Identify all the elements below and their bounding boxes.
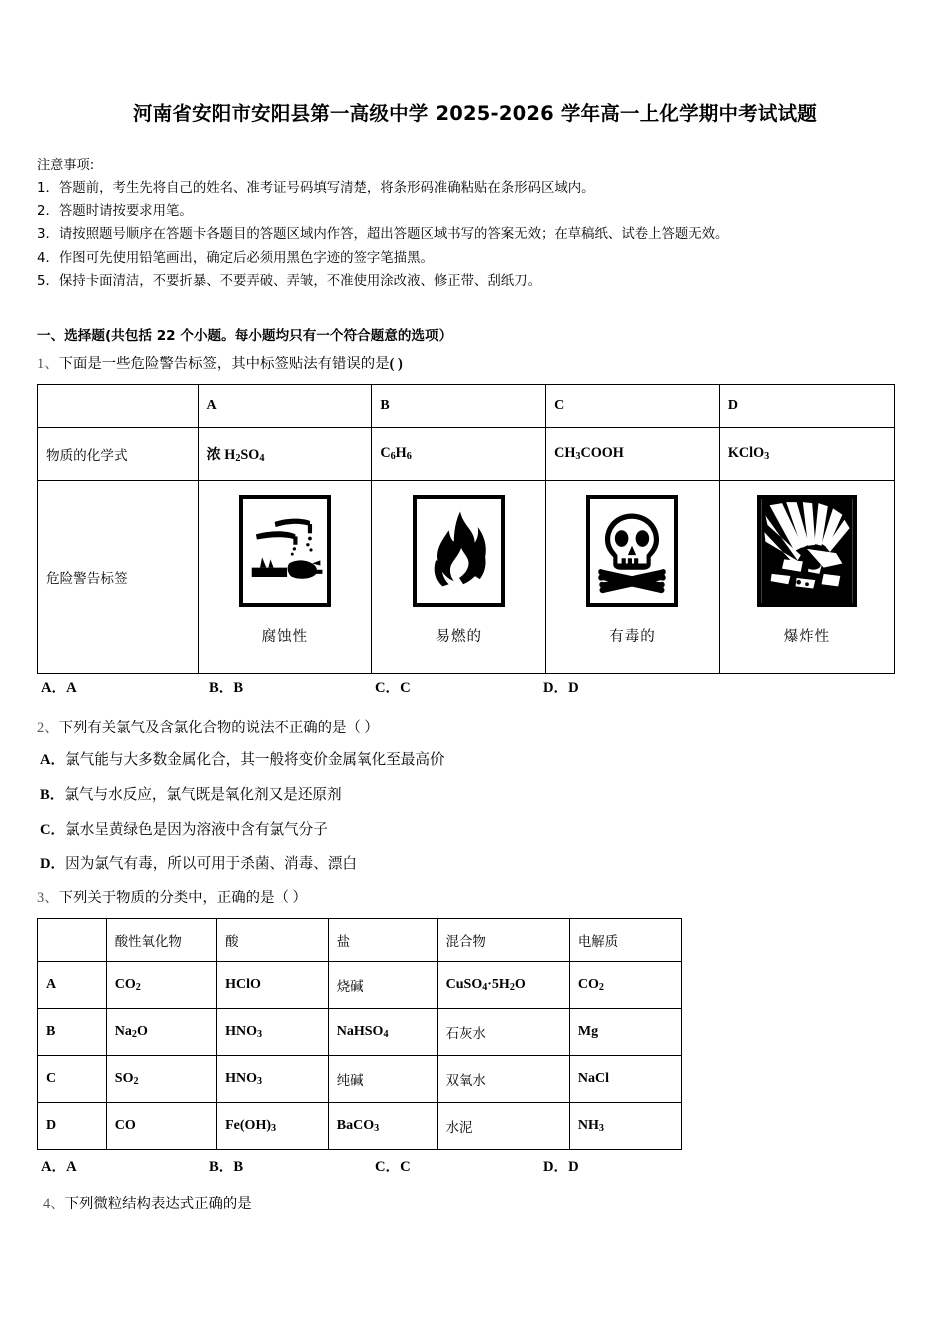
answer-option-a[interactable]: A．A (41, 680, 77, 696)
class-row-label: B (38, 1009, 107, 1056)
q2-option-b[interactable] (40, 783, 342, 804)
hazard-row-label-formula: 物质的化学式 (38, 428, 199, 481)
hazard-header-a: A (198, 385, 372, 428)
question-2-number: 2、 (37, 720, 59, 736)
notice-item: 5．保持卡面清洁，不要折暴、不要弄破、弄皱，不准使用涂改液、修正带、刮纸刀。 (37, 273, 541, 289)
section-heading: 一、选择题(共包括 22 个小题。每小题均只有一个符合题意的选项） (37, 328, 453, 344)
icon-caption-toxic: 有毒的 (609, 629, 656, 645)
corrosive-icon (239, 495, 331, 607)
class-cell: 纯碱 (328, 1056, 437, 1103)
table-row (38, 1009, 682, 1056)
formula-cell-b: $C_6H_6$ (372, 428, 546, 481)
formula-cell-d: KClO$_3$ (719, 428, 894, 481)
class-cell: HClO (217, 962, 329, 1009)
q2-option-a-label: A． (40, 752, 66, 768)
class-cell: 烧碱 (328, 962, 437, 1009)
q2-option-a-text: 氯气能与大多数金属化合，其一般将变价金属氧化至最高价 (65, 752, 445, 768)
question-3-text: 下列关于物质的分类中，正确的是（ ） (58, 890, 307, 906)
class-header-salt: 盐 (328, 919, 437, 962)
table-row (38, 481, 895, 674)
q2-option-b-text: 氯气与水反应，氯气既是氧化剂又是还原剂 (64, 787, 342, 803)
answer-option-d[interactable]: D．D (543, 680, 579, 696)
table-row (38, 919, 682, 962)
icon-caption-explosive: 爆炸性 (783, 629, 831, 645)
answer-option-c[interactable]: C．C (375, 680, 411, 696)
class-header-acid: 酸 (217, 919, 329, 962)
hazard-header-b: B (372, 385, 546, 428)
table-row (38, 962, 682, 1009)
table-row (38, 428, 895, 481)
q2-option-c-text: 氯水呈黄绿色是因为溶液中含有氯气分子 (65, 822, 328, 838)
question-1-paren: ( ) (389, 356, 403, 372)
answer-option-a[interactable]: A．A (41, 1159, 77, 1175)
icon-caption-corrosive: 腐蚀性 (261, 629, 309, 645)
q2-option-a[interactable] (40, 748, 445, 769)
class-cell: $HNO_3$ (217, 1009, 329, 1056)
toxic-icon (586, 495, 678, 607)
icon-caption-flammable: 易燃的 (435, 629, 482, 645)
notice-item: 2．答题时请按要求用笔。 (37, 204, 193, 220)
q2-option-b-label: B． (40, 787, 65, 803)
class-cell: NaCl (569, 1056, 681, 1103)
class-cell: $Na_2O$ (106, 1009, 216, 1056)
class-cell: $HNO_3$ (217, 1056, 329, 1103)
notice-heading: 注意事项: (37, 158, 95, 173)
answer-option-c[interactable]: C．C (375, 1159, 411, 1175)
answer-row-q1 (37, 676, 927, 698)
class-header-acidic-oxide: 酸性氧化物 (106, 919, 216, 962)
question-3-number: 3、 (37, 890, 59, 906)
hazard-header-c: C (546, 385, 720, 428)
class-row-label: A (38, 962, 107, 1009)
class-cell: Mg (569, 1009, 681, 1056)
q2-option-d-text: 因为氯气有毒，所以可用于杀菌、消毒、漂白 (65, 856, 358, 872)
class-cell: $Fe(OH)_3$ (217, 1103, 329, 1150)
class-cell: $CuSO_4\cdot 5H_2O$ (437, 962, 569, 1009)
answer-option-b[interactable]: B．B (209, 1159, 244, 1175)
flammable-icon (413, 495, 505, 607)
class-cell: BaCO$_3$ (328, 1103, 437, 1150)
hazard-cell-c (546, 481, 720, 674)
class-header-blank (38, 919, 107, 962)
class-cell: CO (106, 1103, 216, 1150)
table-row (38, 1103, 682, 1150)
classification-table (37, 918, 682, 1150)
question-3-stem (37, 886, 307, 907)
question-2-text: 下列有关氯气及含氯化合物的说法不正确的是（ ） (58, 720, 379, 736)
hazard-cell-a (198, 481, 372, 674)
q2-option-d[interactable] (40, 852, 357, 873)
notice-block (37, 155, 927, 293)
class-row-label: D (38, 1103, 107, 1150)
class-header-electrolyte: 电解质 (569, 919, 681, 962)
answer-option-d[interactable]: D．D (543, 1159, 579, 1175)
class-cell: $SO_2$ (106, 1056, 216, 1103)
class-row-label: C (38, 1056, 107, 1103)
page-title: 河南省安阳市安阳县第一高级中学 2025-2026 学年高一上化学期中考试试题 (132, 102, 818, 125)
answer-row-q3 (37, 1155, 927, 1177)
q2-option-c[interactable] (40, 818, 328, 839)
formula-cell-a: 浓 $H_2SO_4$ (198, 428, 372, 481)
hazard-header-blank (38, 385, 199, 428)
class-cell: 水泥 (437, 1103, 569, 1150)
notice-item: 1．答题前，考生先将自己的姓名、准考证号码填写清楚，将条形码准确粘贴在条形码区域内。 (37, 181, 595, 196)
hazard-cell-d (719, 481, 894, 674)
hazard-label-table (37, 384, 895, 674)
formula-cell-c: $CH_3COOH$ (546, 428, 720, 481)
answer-option-b[interactable]: B．B (209, 680, 244, 696)
notice-item: 4．作图可先使用铅笔画出，确定后必须用黑色字迹的签字笔描黑。 (37, 250, 434, 266)
class-cell: NaHSO$_4$ (328, 1009, 437, 1056)
table-row (38, 385, 895, 428)
class-cell: $NH_3$ (569, 1103, 681, 1150)
question-4-stem (43, 1192, 252, 1213)
hazard-header-d: D (719, 385, 894, 428)
question-2-stem (37, 716, 379, 737)
question-4-number: 4、 (43, 1196, 65, 1212)
hazard-row-label-sign: 危险警告标签 (38, 481, 199, 674)
q2-option-d-label: D． (40, 856, 66, 872)
hazard-cell-b (372, 481, 546, 674)
class-cell: $CO_2$ (106, 962, 216, 1009)
class-header-mixture: 混合物 (437, 919, 569, 962)
q2-option-c-label: C． (40, 822, 66, 838)
table-row (38, 1056, 682, 1103)
class-cell: 石灰水 (437, 1009, 569, 1056)
question-1-text: 下面是一些危险警告标签，其中标签贴法有错误的是 (58, 356, 390, 372)
question-4-text: 下列微粒结构表达式正确的是 (64, 1196, 252, 1212)
question-1-stem (37, 352, 403, 373)
notice-item: 3．请按照题号顺序在答题卡各题目的答题区域内作答，超出答题区域书写的答案无效；在草稿纸、试卷上答题无效。 (37, 227, 729, 243)
question-1-number: 1、 (37, 356, 59, 372)
explosive-icon (757, 495, 857, 607)
class-cell: 双氧水 (437, 1056, 569, 1103)
class-cell: $CO_2$ (569, 962, 681, 1009)
